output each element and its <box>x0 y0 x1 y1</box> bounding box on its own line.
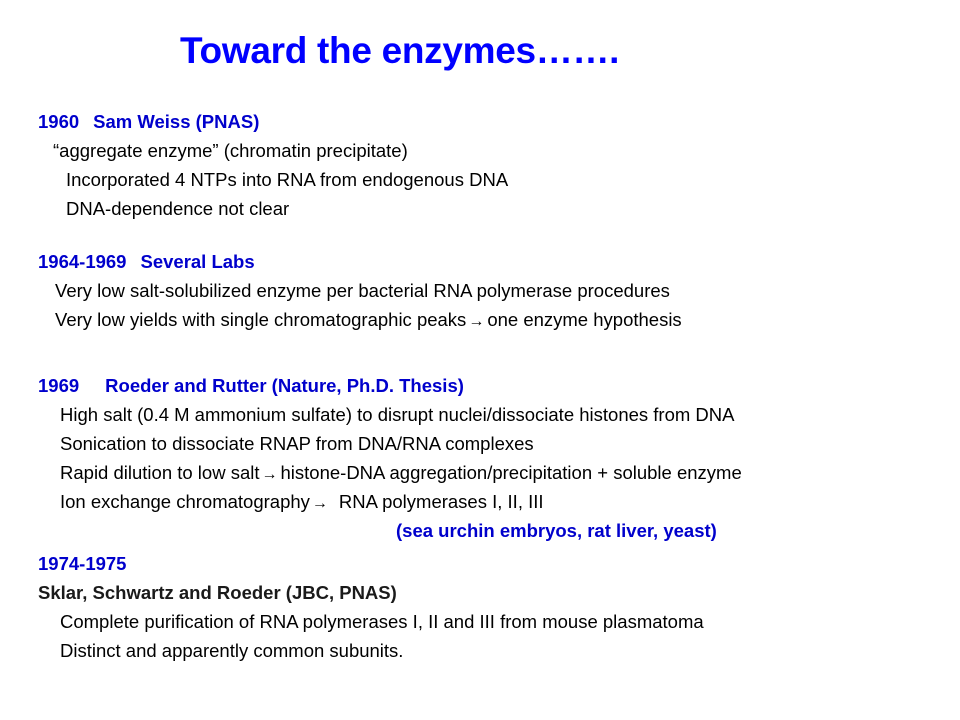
slide-title: Toward the enzymes……. <box>180 30 620 71</box>
line-text-after: one enzyme hypothesis <box>487 309 682 330</box>
section-1964-1969-heading <box>38 251 255 273</box>
line-text-before: Rapid dilution to low salt <box>60 462 260 483</box>
body-line: Very low salt-solubilized enzyme per bacterial RNA polymerase procedures <box>55 280 670 301</box>
line-text-before: Very low yields with single chromatographic peaks <box>55 309 467 330</box>
source-organisms-note: (sea urchin embryos, rat liver, yeast) <box>396 520 717 541</box>
body-line: DNA-dependence not clear <box>66 198 290 219</box>
body-line: Distinct and apparently common subunits. <box>60 640 404 661</box>
body-line: Incorporated 4 NTPs into RNA from endogenous DNA <box>66 169 509 190</box>
body-line-with-arrow <box>60 491 544 515</box>
section-year: 1960 <box>38 111 80 132</box>
body-line: Complete purification of RNA polymerases I, II and III from mouse plasmatoma <box>60 611 704 632</box>
line-text-after: RNA polymerases I, II, III <box>338 491 544 512</box>
section-heading: Sklar, Schwartz and Roeder (JBC, PNAS) <box>38 582 397 603</box>
section-heading: Roeder and Rutter (Nature, Ph.D. Thesis) <box>105 375 464 396</box>
right-arrow-icon: → <box>468 313 485 330</box>
right-arrow-icon: → <box>261 466 278 483</box>
section-year: 1974-1975 <box>38 553 127 574</box>
body-line-with-arrow <box>60 462 742 486</box>
line-text-after: histone-DNA aggregation/precipitation + soluble enzyme <box>280 462 742 483</box>
body-line: “aggregate enzyme” (chromatin precipitate) <box>53 140 408 161</box>
section-1969-heading <box>38 375 464 397</box>
section-heading: Sam Weiss (PNAS) <box>93 111 260 132</box>
right-arrow-icon: → <box>311 495 328 512</box>
section-1960-heading <box>38 111 259 133</box>
section-heading: Several Labs <box>140 251 255 272</box>
line-text-before: Ion exchange chromatography <box>60 491 310 512</box>
section-year: 1969 <box>38 375 80 396</box>
body-line: High salt (0.4 M ammonium sulfate) to disrupt nuclei/dissociate histones from DNA <box>60 404 735 425</box>
section-year: 1964-1969 <box>38 251 127 272</box>
body-line: Sonication to dissociate RNAP from DNA/RNA complexes <box>60 433 534 454</box>
body-line-with-arrow <box>55 309 682 333</box>
